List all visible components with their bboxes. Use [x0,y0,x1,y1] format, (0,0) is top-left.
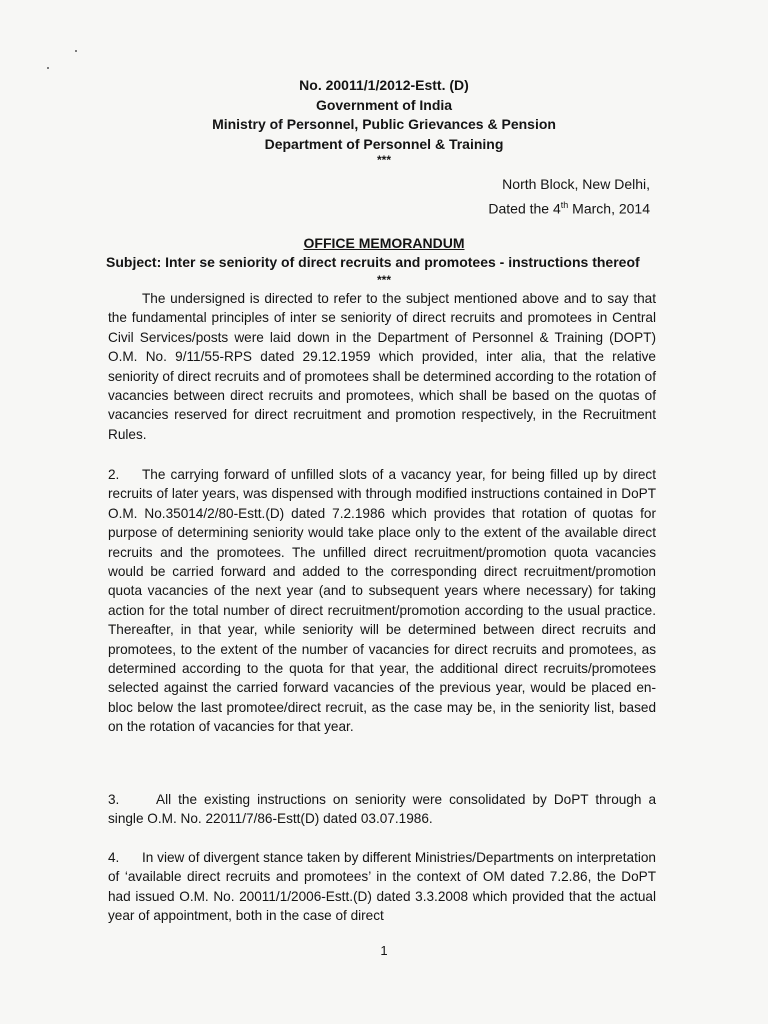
page-number: 1 [380,943,388,958]
government-name: Government of India [315,96,453,113]
separator-stars: *** [376,273,391,287]
department-name: Department of Personnel & Training [264,135,504,152]
paragraph-text: In view of divergent stance taken by different Ministries/Departments on interpretation of ‘available direct recruits and promotees’ in the context of OM dated 7.2.86, the DoPT had issued O.M. No. 20011/1/2006-Estt.(D) dated 3.3.2008 which provided that the actual year of appointment, both in the case of direct [108,850,656,924]
memo-title: OFFICE MEMORANDUM [303,235,465,251]
scan-speck [47,67,49,69]
paragraph-1 [108,289,656,444]
location: North Block, New Delhi, [502,176,650,192]
paragraph-number: 3. [108,792,120,807]
paragraph-text: The carrying forward of unfilled slots of a vacancy year, for being filled up by direct recruits of later years, was dispensed with through modified instructions contained in DoPT O.M. No.35014/2/80-Estt.(D) dated 7.2.1986 which provides that rotation of quotas for purpose of determining seniority would take place only to the extent of the available direct recruits and the promotees. The unfilled direct recruitment/promotion quota vacancies would be carried forward and added to the corresponding direct recruitment/promotion quota vacancies of the next year (and to subsequent years where necessary) for taking action for the total number of direct recruitment/promotion according to the usual practice. Thereafter, in that year, while seniority will be determined between direct recruits and promotees, to the extent of the number of vacancies for direct recruits and promotees, as determined according to the quota for that year, the additional direct recruits/promotees selected against the carried forward vacancies of the previous year, would be placed en-bloc below the last promotee/direct recruit, as the case may be, in the seniority list, based on the rotation of vacancies for that year. [108,467,656,735]
reference-number: No. 20011/1/2012-Estt. (D) [299,77,469,93]
date-superscript: th [560,200,569,210]
scan-speck [75,50,77,52]
separator-stars: *** [376,153,391,167]
paragraph-text: The undersigned is directed to refer to the subject mentioned above and to say that the fundamental principles of inter se seniority of direct recruits and promotees in Central Civil Services/posts were laid down in the Department of Personnel & Training (DOPT) O.M. No. 9/11/55-RPS dated 29.12.1959 which provided, inter alia, that the relative seniority of direct recruits and of promotees shall be determined according to the rotation of vacancies between direct recruits and promotees, which shall be based on the quotas of vacancies reserved for direct recruitment and promotion respectively, in the Recruitment Rules. [108,291,656,442]
paragraph-number: 4. [108,850,120,865]
paragraph-2 [108,465,656,737]
date-prefix: Dated the 4 [488,200,561,217]
subject-line: Subject: Inter se seniority of direct recruits and promotees - instructions thereof [106,254,640,270]
paragraph-4 [108,848,656,926]
place-and-date [488,174,650,220]
paragraph-3 [108,790,656,829]
ministry-name: Ministry of Personnel, Public Grievances & Pension [212,116,556,132]
date-line [488,195,650,220]
paragraph-text: All the existing instructions on seniority were consolidated by DoPT through a single O.M. No. 22011/7/86-Estt(D) dated 03.07.1986. [108,792,656,827]
paragraph-number: 2. [108,467,120,482]
date-suffix: March, 2014 [568,200,650,217]
letterhead [0,76,768,166]
